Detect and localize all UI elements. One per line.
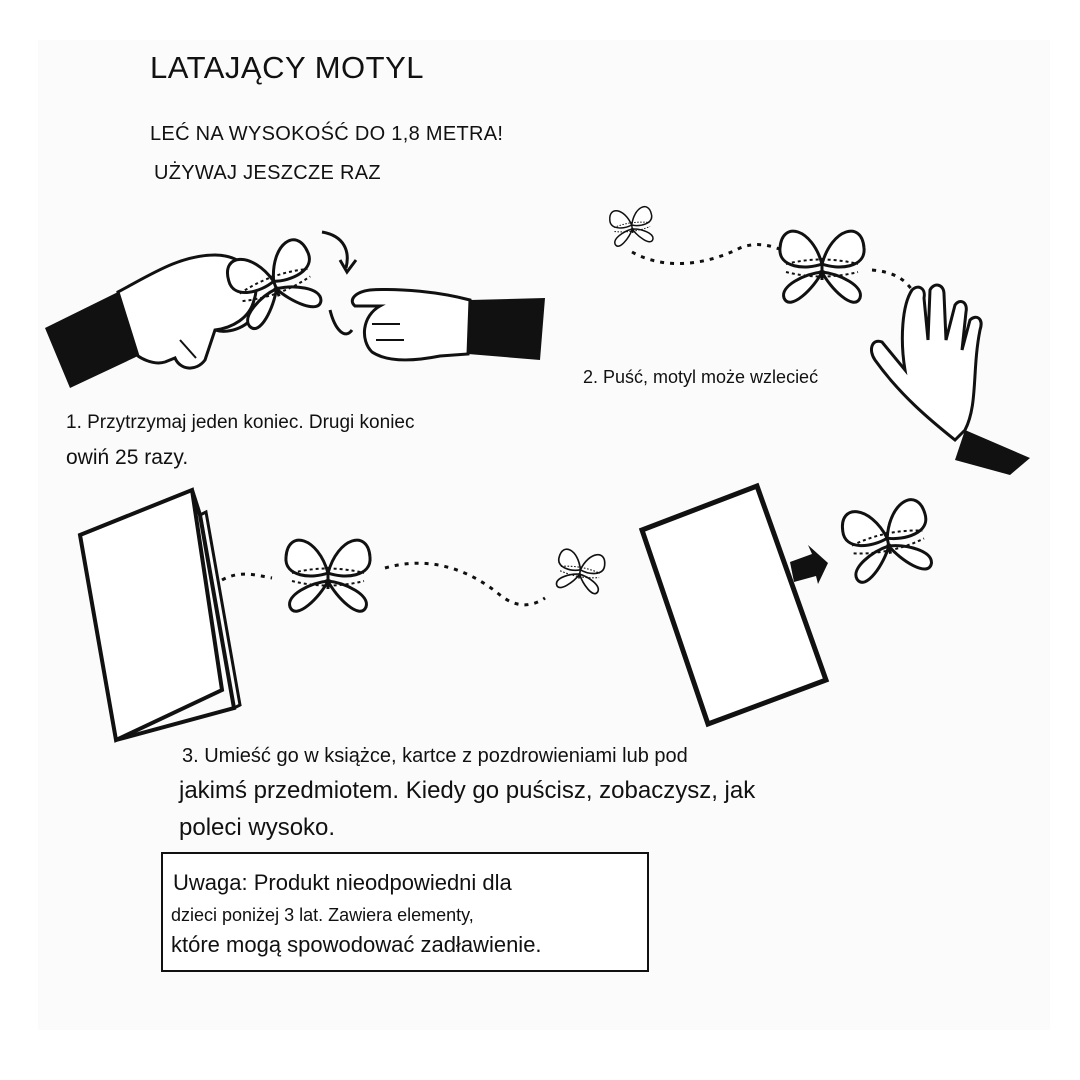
step-3-text: 3. Umieść go w książce, kartce z pozdrowieniami lub pod xyxy=(182,745,688,767)
butterfly-icon xyxy=(286,540,370,611)
small-butterfly-icon xyxy=(554,548,606,595)
step-2-text: 2. Puść, motyl może wzlecieć xyxy=(583,367,819,387)
page-title: LATAJĄCY MOTYL xyxy=(150,50,425,85)
insert-arrow-icon xyxy=(790,545,828,584)
hands-winding-illustration xyxy=(45,232,545,388)
subtitle-reuse: UŻYWAJ JESZCZE RAZ xyxy=(154,162,381,184)
warning-text: dzieci poniżej 3 lat. Zawiera elementy, xyxy=(171,905,474,925)
right-hand-icon xyxy=(352,289,545,360)
step-1-text: owiń 25 razy. xyxy=(66,446,189,469)
card-illustration xyxy=(642,486,936,724)
left-hand-icon xyxy=(45,255,256,388)
warning-text: które mogą spowodować zadławienie. xyxy=(171,932,542,957)
open-hand-icon xyxy=(871,285,1030,475)
book-illustration xyxy=(80,490,606,740)
winding-arrow-icon xyxy=(322,232,347,268)
warning-box xyxy=(161,852,649,972)
step-3-text: poleci wysoko. xyxy=(179,814,336,841)
butterfly-icon xyxy=(780,231,864,302)
flight-path-icon xyxy=(385,563,545,605)
release-illustration xyxy=(609,206,1030,475)
subtitle-height: LEĆ NA WYSOKOŚĆ DO 1,8 METRA! xyxy=(150,123,504,145)
step-1-text: 1. Przytrzymaj jeden koniec. Drugi koniec xyxy=(66,412,415,433)
warning-text: Uwaga: Produkt nieodpowiedni dla xyxy=(173,870,512,895)
greeting-card-icon xyxy=(642,486,826,724)
small-butterfly-icon xyxy=(609,206,656,247)
step-3-text: jakimś przedmiotem. Kiedy go puścisz, zobaczysz, jak xyxy=(179,777,756,804)
butterfly-icon xyxy=(839,497,936,584)
